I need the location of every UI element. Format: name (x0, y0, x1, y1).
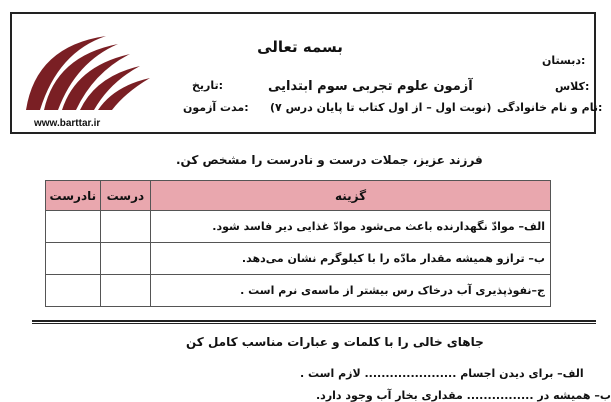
statement-cell: ب– ترازو همیشه مقدار مادّه را با کیلوگرم نشان می‌دهد. (151, 243, 551, 275)
name-label: نام و نام خانوادگی: (497, 101, 603, 114)
statement-cell: ج–نفوذپذیری آب درخاک رس بیشتر از ماسه‌ی نرم است . (151, 275, 551, 307)
statement-cell: الف– موادّ نگهدارنده باعث می‌شود موادّ غذایی دیر فاسد شود. (151, 211, 551, 243)
true-answer-cell[interactable] (100, 243, 150, 275)
grade-label: کلاس: (555, 80, 590, 93)
column-header-true: درست (100, 181, 150, 211)
table-row (46, 243, 551, 275)
false-answer-cell[interactable] (46, 243, 101, 275)
true-false-table (45, 180, 551, 307)
exam-round: (نوبت اول – از اول کتاب تا پایان درس ۷) (270, 101, 492, 114)
column-header-false: نادرست (46, 181, 101, 211)
date-label: تاریخ: (192, 79, 224, 92)
false-answer-cell[interactable] (46, 275, 101, 307)
true-answer-cell[interactable] (100, 211, 150, 243)
duration-label: مدت آزمون: (183, 101, 249, 114)
page-title: بسمه تعالی (257, 38, 343, 56)
fill-blank-item: ب– همیشه در ................ مقداری بخار آب وجود دارد. (316, 389, 611, 402)
true-answer-cell[interactable] (100, 275, 150, 307)
table-row (46, 275, 551, 307)
false-answer-cell[interactable] (46, 211, 101, 243)
section-divider (32, 320, 596, 322)
school-label: دبستان: (542, 54, 586, 67)
section-divider (32, 323, 596, 324)
table-row (46, 211, 551, 243)
fill-blank-item: الف– برای دیدن اجسام ...................... لازم است . (300, 367, 584, 380)
column-header-option: گزینه (151, 181, 551, 211)
section1-instruction: فرزند عزیز، جملات درست و نادرست را مشخص کن. (176, 153, 483, 167)
exam-title: آزمون علوم تجربی سوم ابتدایی (268, 79, 473, 94)
website-url: www.barttar.ir (34, 118, 101, 129)
section2-instruction: جاهای خالی را با کلمات و عبارات مناسب کامل کن (186, 335, 484, 349)
